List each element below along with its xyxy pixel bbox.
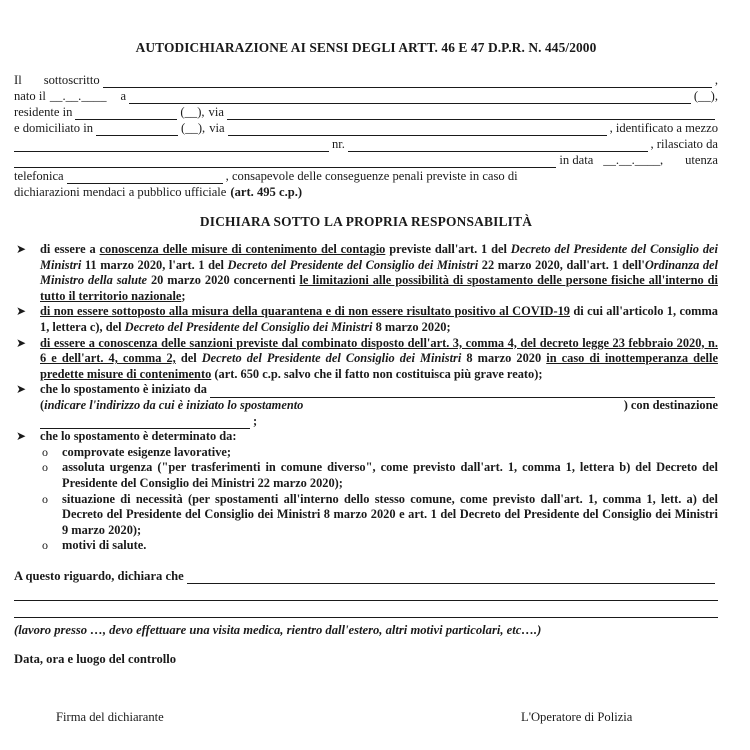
field-issuer[interactable] xyxy=(14,156,556,168)
circle-icon: o xyxy=(42,444,48,459)
field-statement[interactable] xyxy=(187,572,715,584)
line-phone xyxy=(14,168,718,184)
line-issued xyxy=(14,152,718,168)
field-birth-place[interactable] xyxy=(129,92,691,104)
arrow-icon: ➤ xyxy=(16,335,27,350)
declaration-item-1: ➤ di essere a conoscenza delle misure di contenimento del contagio previste dall'art. 1 del Decreto del Presidente del Consiglio dei Ministri 11 marzo 2020, l'art. 1 del Decreto del Presidente del Consiglio dei Ministri 22 marzo 2020, dall'art. 1 dell'Ordinanza del Ministro della salute 20 marzo 2020 concernenti le limitazioni alle possibilità di spostamento delle persone fisiche all'interno di tutto il territorio nazionale; xyxy=(16,242,718,303)
circle-icon: o xyxy=(42,538,48,553)
label-identificato: , identificato a mezzo xyxy=(609,121,718,135)
line-residence xyxy=(14,104,718,120)
reason-work[interactable]: o comprovate esigenze lavorative; xyxy=(42,444,232,459)
field-phone[interactable] xyxy=(67,172,223,184)
arrow-icon: ➤ xyxy=(16,242,27,256)
field-domicile-street[interactable] xyxy=(228,124,607,136)
arrow-icon: ➤ xyxy=(16,382,27,397)
field-issue-date[interactable]: __.__.____, xyxy=(603,153,664,167)
field-document-type[interactable] xyxy=(14,140,329,152)
line-document xyxy=(14,136,718,152)
label-questo-riguardo: A questo riguardo, dichiara che xyxy=(14,568,184,583)
arrow-icon: ➤ xyxy=(16,429,27,444)
field-name[interactable] xyxy=(103,76,712,88)
section-title: DICHIARA SOTTO LA PROPRIA RESPONSABILITÀ xyxy=(199,214,533,229)
field-statement-line-2[interactable] xyxy=(14,588,718,601)
signature-declarant: Firma del dichiarante xyxy=(56,710,164,724)
field-document-number[interactable] xyxy=(348,140,648,152)
label-consapevole: , consapevole delle conseguenze penali previste in caso di xyxy=(225,169,518,183)
declaration-item-3: ➤ di essere a conoscenza delle sanzioni previste dal combinato disposto dell'art. 3, comma 4, del decreto legge 23 febbraio 2020, n. 6 e dell'art. 4, comma 2, del Decreto del Presidente del Consiglio dei Ministri 8 marzo 2020 in caso di inottemperanza delle predette misure di contenimento (art. 650 c.p. salvo che il fatto non costituisca più grave reato); xyxy=(16,335,718,381)
field-domicile-province[interactable]: (__), xyxy=(181,121,206,135)
reason-urgency[interactable]: o assoluta urgenza ("per trasferimenti in comune diverso", come previsto dall'art. 1, comma 1, lettera b) del Decreto del Presidente del Consiglio dei Ministri 22 marzo 2020); xyxy=(42,460,718,490)
declaration-item-4: ➤ che lo spostamento è iniziato da (indicare l'indirizzo da cui è iniziato lo spostamento ) con destinazione ; xyxy=(16,382,718,428)
control-label: Data, ora e luogo del controllo xyxy=(14,651,177,666)
declarations-list xyxy=(14,242,718,554)
reason-necessity[interactable]: o situazione di necessità (per spostamenti all'interno dello stesso comune, come previsto dall'art. 1, comma 1, lett. a) del Decreto del Presidente del Consiglio dei Ministri 8 marzo 2020 e art. 1 del Decreto del Presidente del Consiglio dei Ministri 9 marzo 2020); xyxy=(42,491,718,537)
field-domicile-city[interactable] xyxy=(96,124,178,136)
declaration-form xyxy=(14,40,718,667)
label-telefonica: telefonica xyxy=(14,169,64,183)
field-residence-city[interactable] xyxy=(75,108,177,120)
declaration-item-5: ➤ che lo spostamento è determinato da: o comprovate esigenze lavorative; o assoluta urgenza ("per trasferimenti in comune diverso", come previsto dall'art. 1, comma 1, lettera b) del Decreto del Presidente del Consiglio dei Ministri 22 marzo 2020); o situazione di necessità (per spostamenti all'interno dello stesso comune, come previsto dall'art. 1, comma 1, lett. a) del Decreto del Presidente del Consiglio dei Ministri 8 marzo 2020 e art. 1 del Decreto del Presidente del Consiglio dei Ministri 9 marzo 2020); o motivi di salute. xyxy=(16,429,718,553)
field-birth-date[interactable]: __.__.____ xyxy=(49,89,107,103)
label-residente: residente in xyxy=(14,105,73,119)
form-title: AUTODICHIARAZIONE AI SENSI DEGLI ARTT. 46 E 47 D.P.R. N. 445/2000 xyxy=(135,40,597,55)
line-undersigned: Il sottoscritto , xyxy=(14,73,718,87)
declaration-item-2: ➤ di non essere sottoposto alla misura della quarantena e di non essere risultato positivo al COVID-19 di cui all'articolo 1, comma 1, lettera c), del Decreto del Presidente del Consiglio dei Ministri 8 marzo 2020; xyxy=(16,304,718,334)
label-utenza: utenza xyxy=(685,153,718,167)
label-nr: nr. xyxy=(332,137,345,151)
reason-health[interactable]: o motivi di salute. xyxy=(42,538,147,553)
signature-police: L'Operatore di Polizia xyxy=(521,710,633,724)
line-statement xyxy=(14,568,718,584)
statement-examples: (lavoro presso …, devo effettuare una visita medica, rientro dall'estero, altri motivi particolari, etc….) xyxy=(14,622,542,637)
field-birth-province[interactable]: (__), xyxy=(693,89,718,103)
label-via: via xyxy=(208,105,224,119)
label-il: Il xyxy=(14,73,22,87)
label-nato-il: nato il xyxy=(14,89,46,103)
line-birth xyxy=(14,88,718,104)
label-sottoscritto: sottoscritto xyxy=(43,73,100,87)
label-domiciliato: e domiciliato in xyxy=(14,121,94,135)
field-residence-street[interactable] xyxy=(227,108,715,120)
label-a: a xyxy=(120,89,127,103)
line-domicile xyxy=(14,120,718,136)
label-rilasciato: , rilasciato da xyxy=(650,137,718,151)
field-residence-province[interactable]: (__), xyxy=(180,105,205,119)
field-destination[interactable] xyxy=(40,417,250,429)
circle-icon: o xyxy=(42,491,48,506)
field-statement-line-3[interactable] xyxy=(14,605,718,618)
label-via-2: via xyxy=(209,121,225,135)
label-in-data: in data xyxy=(559,153,594,167)
line-mendaci xyxy=(14,184,718,200)
circle-icon: o xyxy=(42,460,48,475)
label-mendaci: dichiarazioni mendaci a pubblico ufficiale xyxy=(14,185,227,199)
label-art-495: (art. 495 c.p.) xyxy=(230,185,303,199)
field-departure[interactable] xyxy=(210,386,715,398)
reasons-list xyxy=(40,445,718,554)
arrow-icon: ➤ xyxy=(16,304,27,319)
